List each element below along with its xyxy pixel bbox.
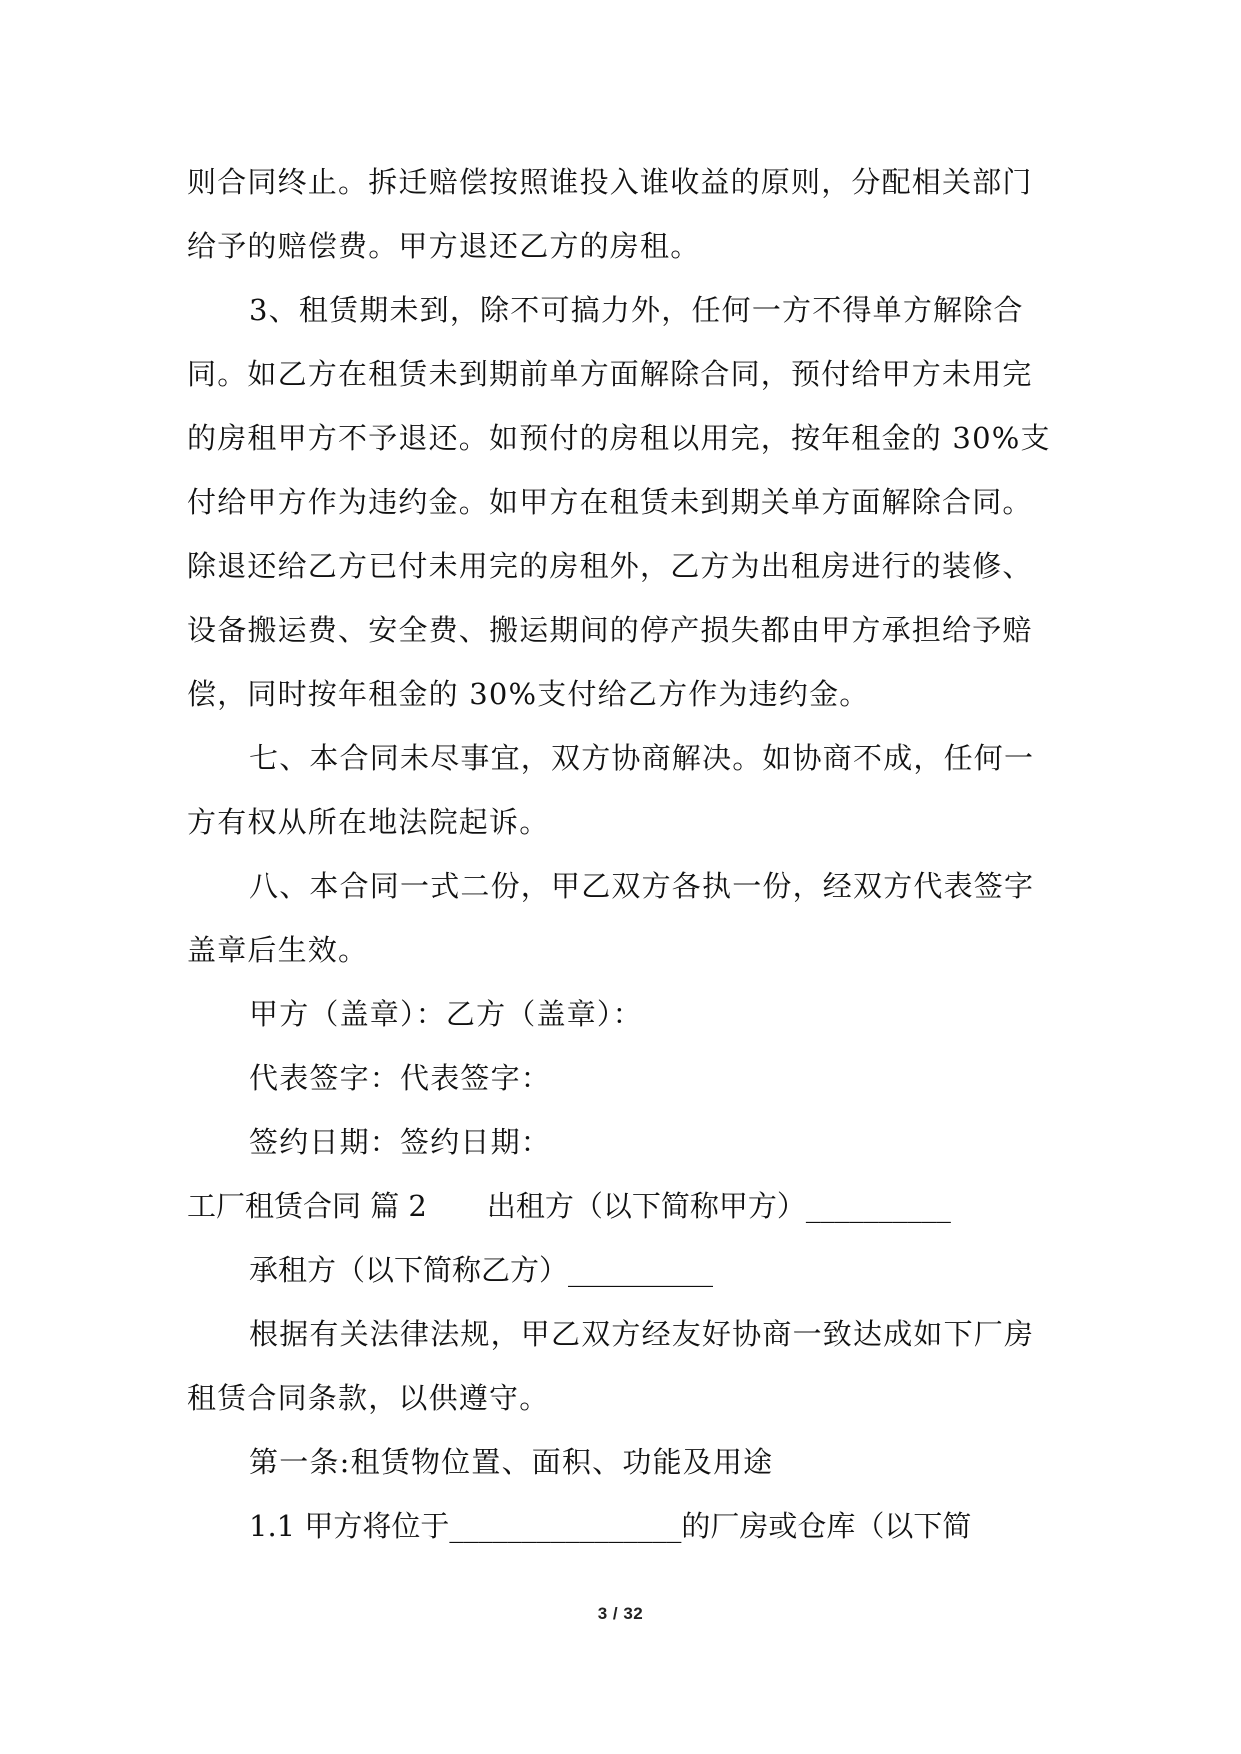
- text-line: 给予的赔偿费。甲方退还乙方的房租。: [187, 229, 701, 263]
- contract-heading: [187, 1174, 1057, 1238]
- article-7-line: 七、本合同未尽事宜，双方协商解决。如协商不成，任何一: [249, 741, 1035, 775]
- text-line: 方有权从所在地法院起诉。: [187, 805, 550, 839]
- document-body: [187, 150, 1057, 1558]
- text-line: 偿，同时按年租金的 30%支付给乙方作为违约金。: [187, 677, 870, 711]
- text-line: 除退还给乙方已付未用完的房租外，乙方为出租房进行的装修、: [187, 549, 1033, 583]
- clause-3-line: 3、租赁期未到，除不可搞力外，任何一方不得单方解除合: [249, 293, 1024, 327]
- text-line: 的房租甲方不予退还。如预付的房租以用完，按年租金的 30%支: [187, 421, 1051, 455]
- signature-line: 代表签字：代表签字：: [249, 1061, 552, 1095]
- article-1-heading: 第一条:租赁物位置、面积、功能及用途: [249, 1445, 774, 1479]
- lessor-field: 出租方（以下简称甲方）__________: [486, 1189, 951, 1223]
- text-line: 根据有关法律法规，甲乙双方经友好协商一致达成如下厂房: [249, 1317, 1035, 1351]
- text-line: 则合同终止。拆迁赔偿按照谁投入谁收益的原则，分配相关部门: [187, 165, 1033, 199]
- text-line: 盖章后生效。: [187, 933, 369, 967]
- article-8-line: 八、本合同一式二份，甲乙双方各执一份，经双方代表签字: [249, 869, 1035, 903]
- contract-title: 工厂租赁合同 篇 2: [187, 1189, 427, 1223]
- text-line: 租赁合同条款，以供遵守。: [187, 1381, 550, 1415]
- text-line: 设备搬运费、安全费、搬运期间的停产损失都由甲方承担给予赔: [187, 613, 1033, 647]
- text-line: 付给甲方作为违约金。如甲方在租赁未到期关单方面解除合同。: [187, 485, 1033, 519]
- seal-line: 甲方（盖章）：乙方（盖章）：: [249, 997, 643, 1031]
- lessee-field: 承租方（以下简称乙方）__________: [249, 1253, 714, 1287]
- text-line: 同。如乙方在租赁未到期前单方面解除合同，预付给甲方未用完: [187, 357, 1033, 391]
- page-number: 3 / 32: [597, 1604, 644, 1623]
- date-line: 签约日期：签约日期：: [249, 1125, 552, 1159]
- clause-1-1-line: 1.1 甲方将位于________________的厂房或仓库（以下简: [249, 1509, 972, 1543]
